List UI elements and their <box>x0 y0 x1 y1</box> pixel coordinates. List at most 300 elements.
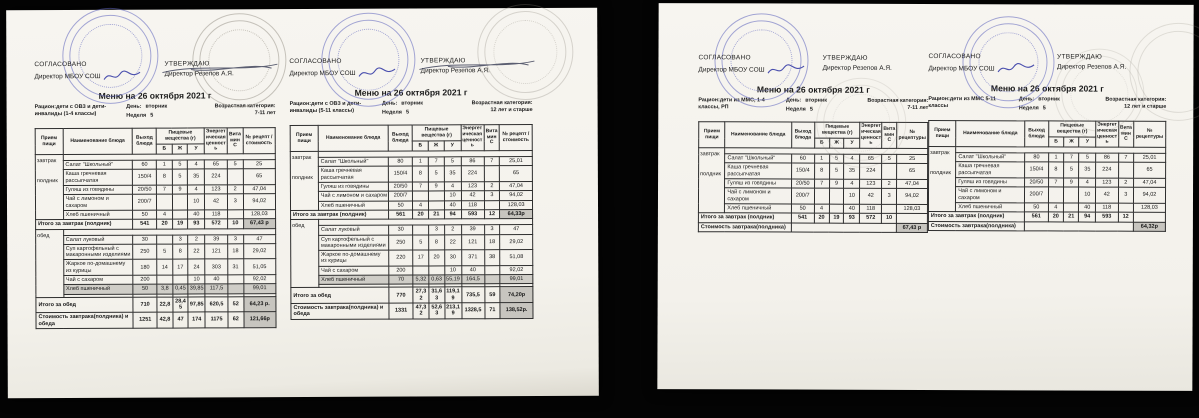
value-cell: 20/50 <box>791 179 814 188</box>
dish-name-cell: Каша гречневая рассыпчатая <box>956 162 1025 178</box>
value-cell: 224 <box>461 166 484 182</box>
value-cell: 40 <box>205 275 228 284</box>
value-cell: 1 <box>1048 153 1063 162</box>
value-cell: 10 <box>188 194 205 210</box>
value-cell: 4 <box>188 185 205 194</box>
dish-row <box>928 187 1165 203</box>
value-cell: 47,04 <box>897 179 928 188</box>
value-cell: 29,02 <box>500 234 533 250</box>
approved-label: УТВЕРЖДАЮ <box>1057 53 1103 61</box>
col-header-dish: Наименование блюда <box>318 125 388 151</box>
value-cell: 5 <box>1079 153 1096 162</box>
day-label: День: <box>381 100 398 107</box>
value-cell: 65 <box>243 169 276 185</box>
value-cell: 121 <box>205 244 228 260</box>
value-cell: 2 <box>227 185 243 194</box>
value-cell: 30 <box>444 250 461 266</box>
value-cell: 5 <box>1064 162 1079 178</box>
menu-title: Меню на 26 октября 2021 г <box>990 83 1104 94</box>
value-cell <box>228 275 244 284</box>
col-header-carbs: У <box>188 144 205 154</box>
menu-table <box>35 127 277 329</box>
col-header-out: Выход блюда <box>791 122 814 148</box>
value-cell: 14 <box>157 260 173 276</box>
value-cell: 123 <box>1096 178 1119 187</box>
age-category-block <box>847 98 928 120</box>
value-cell: 128,03 <box>896 204 927 213</box>
menu-meta <box>35 103 276 126</box>
cost-value-cell: 42,8 <box>157 312 173 328</box>
dish-row <box>291 234 533 251</box>
agreed-block <box>928 52 1036 82</box>
menu-meta <box>290 100 533 123</box>
value-cell: 5 <box>172 169 188 185</box>
col-header-out: Выход блюда <box>388 125 412 151</box>
value-cell: 50 <box>389 201 413 210</box>
value-cell: 25,01 <box>1134 153 1166 162</box>
value-cell: 99,01 <box>500 275 533 284</box>
value-cell: 20/50 <box>388 182 412 191</box>
col-header-fat: Ж <box>829 138 844 148</box>
dish-row <box>35 169 275 186</box>
dish-name-cell: Салат "Школьный" <box>318 157 388 167</box>
value-cell: 40 <box>444 200 461 209</box>
col-header-energy: Энергетическая ценность <box>1096 121 1119 147</box>
totals-value-cell: 593 <box>1095 212 1118 221</box>
col-header-dish: Наименование блюда <box>725 122 792 148</box>
approved-label: УТВЕРЖДАЮ <box>164 60 210 68</box>
value-cell: 5 <box>157 244 173 260</box>
week-label: Неделя <box>382 109 402 116</box>
value-cell: 2 <box>484 182 500 191</box>
day-value: вторник <box>401 100 423 107</box>
value-cell: 47,04 <box>1133 178 1165 187</box>
value-cell <box>1118 162 1133 178</box>
value-cell: 180 <box>133 260 157 276</box>
value-cell <box>413 225 429 234</box>
dish-row <box>36 243 276 260</box>
cost-value-cell: 62 <box>228 312 244 328</box>
value-cell: 118 <box>1095 203 1118 212</box>
totals-value-cell: 119,19 <box>446 288 460 302</box>
value-cell: 8 <box>172 244 188 260</box>
col-header-out: Выход блюда <box>132 128 156 154</box>
totals-row <box>291 287 533 304</box>
value-cell: 35 <box>844 164 860 180</box>
value-cell: 5,32 <box>413 275 429 284</box>
totals-value-cell: 52 <box>228 296 244 312</box>
value-cell: 128,03 <box>243 209 275 218</box>
dish-name-cell: Хлеб пшеничный <box>63 285 133 295</box>
totals-value-cell: 12 <box>1118 212 1133 221</box>
totals-value-cell: 593 <box>461 210 484 219</box>
value-cell: 20 <box>429 250 445 266</box>
agreed-label: СОГЛАСОВАНО <box>34 60 87 69</box>
approved-signatory: Директор Резепов А.Я. <box>420 67 490 75</box>
value-cell: 5 <box>428 166 444 182</box>
col-header-out: Выход блюда <box>1025 121 1049 147</box>
ration-text: Рацион:дети из ММС 5-11 классы <box>928 96 997 109</box>
col-header-vitc: Витамин С <box>882 122 897 148</box>
value-cell: 3 <box>484 191 500 200</box>
value-cell: 42 <box>1096 187 1119 203</box>
col-header-carbs: У <box>444 141 461 151</box>
value-cell: 9 <box>1064 178 1079 187</box>
value-cell: 47,04 <box>500 181 533 190</box>
dish-name-cell: Чай с лимоном и сахаром <box>725 188 791 204</box>
totals-value-cell: 31,63 <box>429 287 445 303</box>
dish-row <box>36 259 276 276</box>
agreed-block <box>698 53 806 83</box>
cost-value-cell: 71 <box>484 303 500 319</box>
value-cell: 150/4 <box>388 166 412 182</box>
dish-name-cell: Салат луковый <box>63 235 133 245</box>
value-cell: 9 <box>829 179 844 188</box>
agreed-block <box>289 57 397 87</box>
totals-value-cell: 20 <box>413 210 429 219</box>
value-cell <box>1118 203 1133 212</box>
totals-value-cell: 94 <box>1079 212 1096 221</box>
cost-value-cell: 47 <box>173 312 189 328</box>
week-label: Неделя <box>785 106 806 113</box>
value-cell: 86 <box>1096 153 1119 162</box>
scanned-page-right <box>657 3 1193 391</box>
col-header-nutrients: Пищевые вещества (г) <box>1048 121 1095 137</box>
value-cell: 123 <box>860 179 882 188</box>
dish-name-cell: Хлеб пшеничный <box>725 204 791 214</box>
approved-label: УТВЕРЖДАЮ <box>420 57 466 65</box>
cost-price-cell: 64,32р <box>1133 222 1165 231</box>
totals-value-cell: 710 <box>133 297 157 313</box>
value-cell <box>413 266 429 275</box>
value-cell: 18 <box>484 234 500 250</box>
approved-block <box>1057 52 1167 82</box>
value-cell: 55,19 <box>446 276 460 283</box>
value-cell: 65 <box>1134 163 1166 179</box>
cost-value-cell: 1328,5 <box>462 303 485 319</box>
cost-value-cell: 1331 <box>389 303 413 319</box>
totals-value-cell: 572 <box>205 219 228 228</box>
value-cell: 9 <box>428 182 444 191</box>
value-cell: 224 <box>860 164 882 180</box>
day-label: День: <box>785 97 802 104</box>
col-header-fat: Ж <box>428 141 444 151</box>
cost-price-cell: 121,66р <box>244 312 277 328</box>
value-cell: 10 <box>444 266 461 275</box>
col-header-recipe: № рецептуры <box>897 122 928 148</box>
dish-name-cell: Гуляш из говядины <box>956 178 1025 188</box>
cost-value-cell: 1251 <box>133 312 157 328</box>
value-cell <box>173 275 189 284</box>
value-cell: 60 <box>791 154 814 163</box>
dish-name-cell: Чай с лимоном и сахаром <box>318 191 388 201</box>
menu-document <box>928 52 1167 232</box>
totals-value-cell: 59 <box>484 287 500 303</box>
menu-meta <box>928 96 1166 119</box>
col-header-meal: Прием пищи <box>290 125 318 151</box>
totals-price-cell <box>1133 212 1165 221</box>
value-cell: 22 <box>188 244 205 260</box>
totals-value-cell: 620,5 <box>205 297 228 313</box>
meal-label: обед <box>37 232 50 239</box>
meal-label: полдник <box>930 170 951 177</box>
dish-name-cell: Хлеб пшеничный <box>318 201 388 211</box>
dish-name-cell: Гуляш из говядины <box>63 185 133 195</box>
approved-label: УТВЕРЖДАЮ <box>822 54 868 62</box>
value-cell: 86 <box>461 157 484 166</box>
value-cell: 4 <box>844 154 860 163</box>
totals-price-cell <box>896 214 927 223</box>
dish-name-cell: Салат луковый <box>318 225 388 235</box>
value-cell: 2 <box>444 225 461 234</box>
cost-value-cell: 1175 <box>205 312 228 328</box>
totals-price-cell: 64,23 р. <box>243 296 276 312</box>
totals-value-cell: 27,32 <box>413 287 429 303</box>
value-cell: 39 <box>205 234 228 243</box>
signature-icon <box>358 67 398 80</box>
cost-price-cell: 67,43 р <box>896 223 927 232</box>
dish-name-cell: Чай с сахаром <box>63 275 133 285</box>
totals-label-cell: Итого за обед <box>291 287 389 303</box>
col-header-dish: Наименование блюда <box>63 128 133 154</box>
totals-price-cell: 74,20р <box>500 287 533 303</box>
meal-label: полдник <box>36 178 58 185</box>
dish-name-cell: Гуляш из говядины <box>318 182 388 192</box>
value-cell: 200/7 <box>1024 187 1048 203</box>
value-cell: 10 <box>844 188 860 204</box>
day-value: вторник <box>805 97 827 104</box>
totals-price-cell: 64,33р <box>500 209 533 218</box>
value-cell <box>157 275 173 284</box>
value-cell: 5 <box>829 154 844 163</box>
value-cell: 50 <box>133 285 157 294</box>
value-cell: 5 <box>882 154 897 163</box>
value-cell: 150/4 <box>791 163 814 179</box>
day-week-block <box>782 97 847 119</box>
meal-label: завтрак <box>36 158 57 165</box>
value-cell: 200/7 <box>791 188 814 204</box>
value-cell: 42 <box>205 194 228 210</box>
age-label: Возрастная категория: <box>1105 96 1167 103</box>
col-header-meal: Прием пищи <box>35 129 63 155</box>
value-cell: 20/50 <box>133 185 157 194</box>
menu-table-header <box>290 124 532 151</box>
menu-table-body <box>35 154 276 329</box>
totals-row <box>36 296 276 313</box>
value-cell: 150/4 <box>133 169 157 185</box>
day-value: вторник <box>145 103 168 110</box>
menu-table <box>928 120 1166 232</box>
cost-row <box>928 221 1165 231</box>
value-cell <box>484 275 500 284</box>
approved-signatory: Директор Резепов А.Я. <box>164 70 234 78</box>
dish-row <box>290 166 532 183</box>
approved-signatory: Директор Резепов А.Я. <box>1056 63 1127 72</box>
value-cell: 10 <box>444 191 461 200</box>
dish-name-cell: Суп картофельный с макаронными изделиями <box>318 235 388 251</box>
value-cell: 94,02 <box>1133 187 1165 203</box>
agreed-signatory: Директор МБОУ СОШ <box>928 62 1036 75</box>
value-cell: 118 <box>205 210 228 219</box>
meal-cell <box>291 220 319 288</box>
value-cell: 118 <box>860 204 882 213</box>
agreed-block <box>34 60 142 90</box>
age-label: Возрастная категория: <box>471 99 533 107</box>
totals-label-cell: Итого за завтрак (полдник) <box>291 210 389 220</box>
approved-block <box>165 59 276 89</box>
dish-name-cell: Салат "Школьный" <box>725 154 791 164</box>
col-header-meal: Прием пищи <box>699 122 725 148</box>
value-cell <box>172 210 188 219</box>
col-header-vitc: Витамин С <box>227 128 243 154</box>
value-cell: 200/7 <box>388 191 412 200</box>
value-cell: 0,45 <box>173 284 189 293</box>
dish-name-cell: Каша гречневая рассыпчатая <box>318 166 388 182</box>
dish-name-cell: Чай с лимоном и сахаром <box>956 187 1025 203</box>
value-cell: 1 <box>814 154 829 163</box>
value-cell: 250 <box>133 244 157 260</box>
value-cell: 40 <box>1079 203 1096 212</box>
week-value: 5 <box>809 106 813 113</box>
value-cell: 1 <box>156 160 172 169</box>
value-cell: 80 <box>388 157 412 166</box>
value-cell: 2 <box>882 179 897 188</box>
dish-name-cell: Каша гречневая рассыпчатая <box>63 170 133 186</box>
value-cell: 5 <box>444 157 461 166</box>
value-cell <box>172 194 188 210</box>
meal-label: завтрак <box>700 151 720 158</box>
age-category-block <box>447 100 533 122</box>
value-cell: 29,02 <box>243 243 276 259</box>
value-cell: 60 <box>132 160 156 169</box>
value-cell: 250 <box>389 235 413 251</box>
age-value: 7-11 лет <box>907 104 929 112</box>
approved-signatory: Директор Резепов А.Я. <box>822 65 892 73</box>
approvals-block <box>34 59 275 90</box>
value-cell <box>1064 187 1079 203</box>
totals-value-cell: 541 <box>133 219 157 228</box>
value-cell <box>428 200 444 209</box>
value-cell: 65 <box>500 166 533 182</box>
value-cell: 30 <box>389 225 413 234</box>
dish-name-cell: Жаркое по-домашнему из курицы <box>319 250 389 266</box>
value-cell: 2 <box>1118 178 1133 187</box>
signature-icon <box>767 64 807 77</box>
value-cell: 50 <box>1024 203 1048 212</box>
value-cell: 17 <box>413 250 429 266</box>
value-cell: 42 <box>860 189 882 205</box>
value-cell: 164,5 <box>461 275 484 284</box>
value-cell: 3 <box>429 225 445 234</box>
value-cell: 51,05 <box>243 259 276 275</box>
totals-value-cell: 20 <box>814 213 829 222</box>
cost-value-cell: 47,32 <box>413 303 429 319</box>
value-cell: 200/7 <box>133 194 157 210</box>
value-cell <box>227 169 243 185</box>
meal-cell <box>35 155 63 220</box>
approved-block <box>823 54 929 84</box>
value-cell <box>484 265 500 274</box>
approvals-block <box>698 53 928 84</box>
value-cell: 92,02 <box>243 275 275 284</box>
dish-row <box>699 163 928 179</box>
value-cell: 3 <box>227 194 243 210</box>
menu-title: Меню на 26 октября 2021 г <box>756 84 870 95</box>
value-cell: 200 <box>133 275 157 284</box>
value-cell: 303 <box>205 259 228 275</box>
value-cell: 25 <box>243 160 275 169</box>
col-header-vitc: Витамин С <box>1118 121 1133 147</box>
menu-table <box>290 124 534 320</box>
value-cell <box>157 194 173 210</box>
signature-stroke-icon <box>161 61 279 76</box>
value-cell <box>484 166 500 182</box>
totals-label-cell: Итого за завтрак (полдник) <box>698 213 791 223</box>
value-cell: 8 <box>413 166 429 182</box>
value-cell: 200 <box>389 266 413 275</box>
dish-name-cell: Каша гречневая рассыпчатая <box>725 163 791 179</box>
dish-row <box>698 188 927 204</box>
col-header-carbs: У <box>844 138 860 148</box>
value-cell: 3,8 <box>157 284 173 293</box>
value-cell: 128,03 <box>1133 203 1165 212</box>
totals-value-cell: 21 <box>428 210 444 219</box>
col-header-nutrients: Пищевые вещества (г) <box>156 128 204 144</box>
dish-name-cell: Хлеб пшеничный <box>63 210 133 220</box>
value-cell: 39 <box>461 225 484 234</box>
value-cell: 8 <box>157 169 173 185</box>
value-cell: 150/4 <box>1025 162 1049 178</box>
signature-icon <box>103 70 143 83</box>
value-cell: 80 <box>1025 153 1049 162</box>
value-cell: 4 <box>814 204 829 213</box>
value-cell: 50 <box>133 210 157 219</box>
cost-value-cell: 52,63 <box>429 303 445 319</box>
day-week-block <box>378 100 447 122</box>
value-cell: 35 <box>444 166 461 182</box>
menu-title: Меню на 26 октября 2021 г <box>98 90 212 101</box>
menu-document <box>34 59 276 329</box>
totals-value-cell: 770 <box>389 287 413 303</box>
value-cell: 7 <box>814 179 829 188</box>
col-header-vitc: Витамин С <box>484 125 500 151</box>
col-header-protein: Б <box>814 138 829 148</box>
meal-cell <box>928 147 955 212</box>
menu-table-header <box>35 128 275 155</box>
value-cell: 7 <box>428 157 444 166</box>
cost-row <box>698 222 927 232</box>
value-cell: 9 <box>172 185 188 194</box>
totals-value-cell: 19 <box>172 219 188 228</box>
value-cell: 38 <box>484 250 500 266</box>
ration-text: Рацион:дети с ОВЗ и дети-инвалиды (5-11 классы) <box>289 100 362 114</box>
dish-name-cell: Хлеб пшеничный <box>319 275 389 285</box>
value-cell: 20/50 <box>1025 178 1049 187</box>
value-cell: 7 <box>1064 153 1079 162</box>
value-cell: 117,5 <box>205 284 228 293</box>
value-cell: 4 <box>157 210 173 219</box>
signature-stroke-icon <box>418 58 536 73</box>
cost-spacer-cell <box>1024 221 1133 231</box>
col-header-protein: Б <box>1048 137 1063 147</box>
value-cell: 35 <box>1079 162 1096 178</box>
age-category-block <box>190 103 275 125</box>
ration-text: Рацион:дети из ММС, 1-4 классы, РП <box>698 97 765 111</box>
col-header-energy: Энергетическая ценность <box>860 122 882 148</box>
value-cell: 128,03 <box>500 200 533 209</box>
value-cell: 47,04 <box>243 185 275 194</box>
value-cell: 8 <box>1048 162 1063 178</box>
